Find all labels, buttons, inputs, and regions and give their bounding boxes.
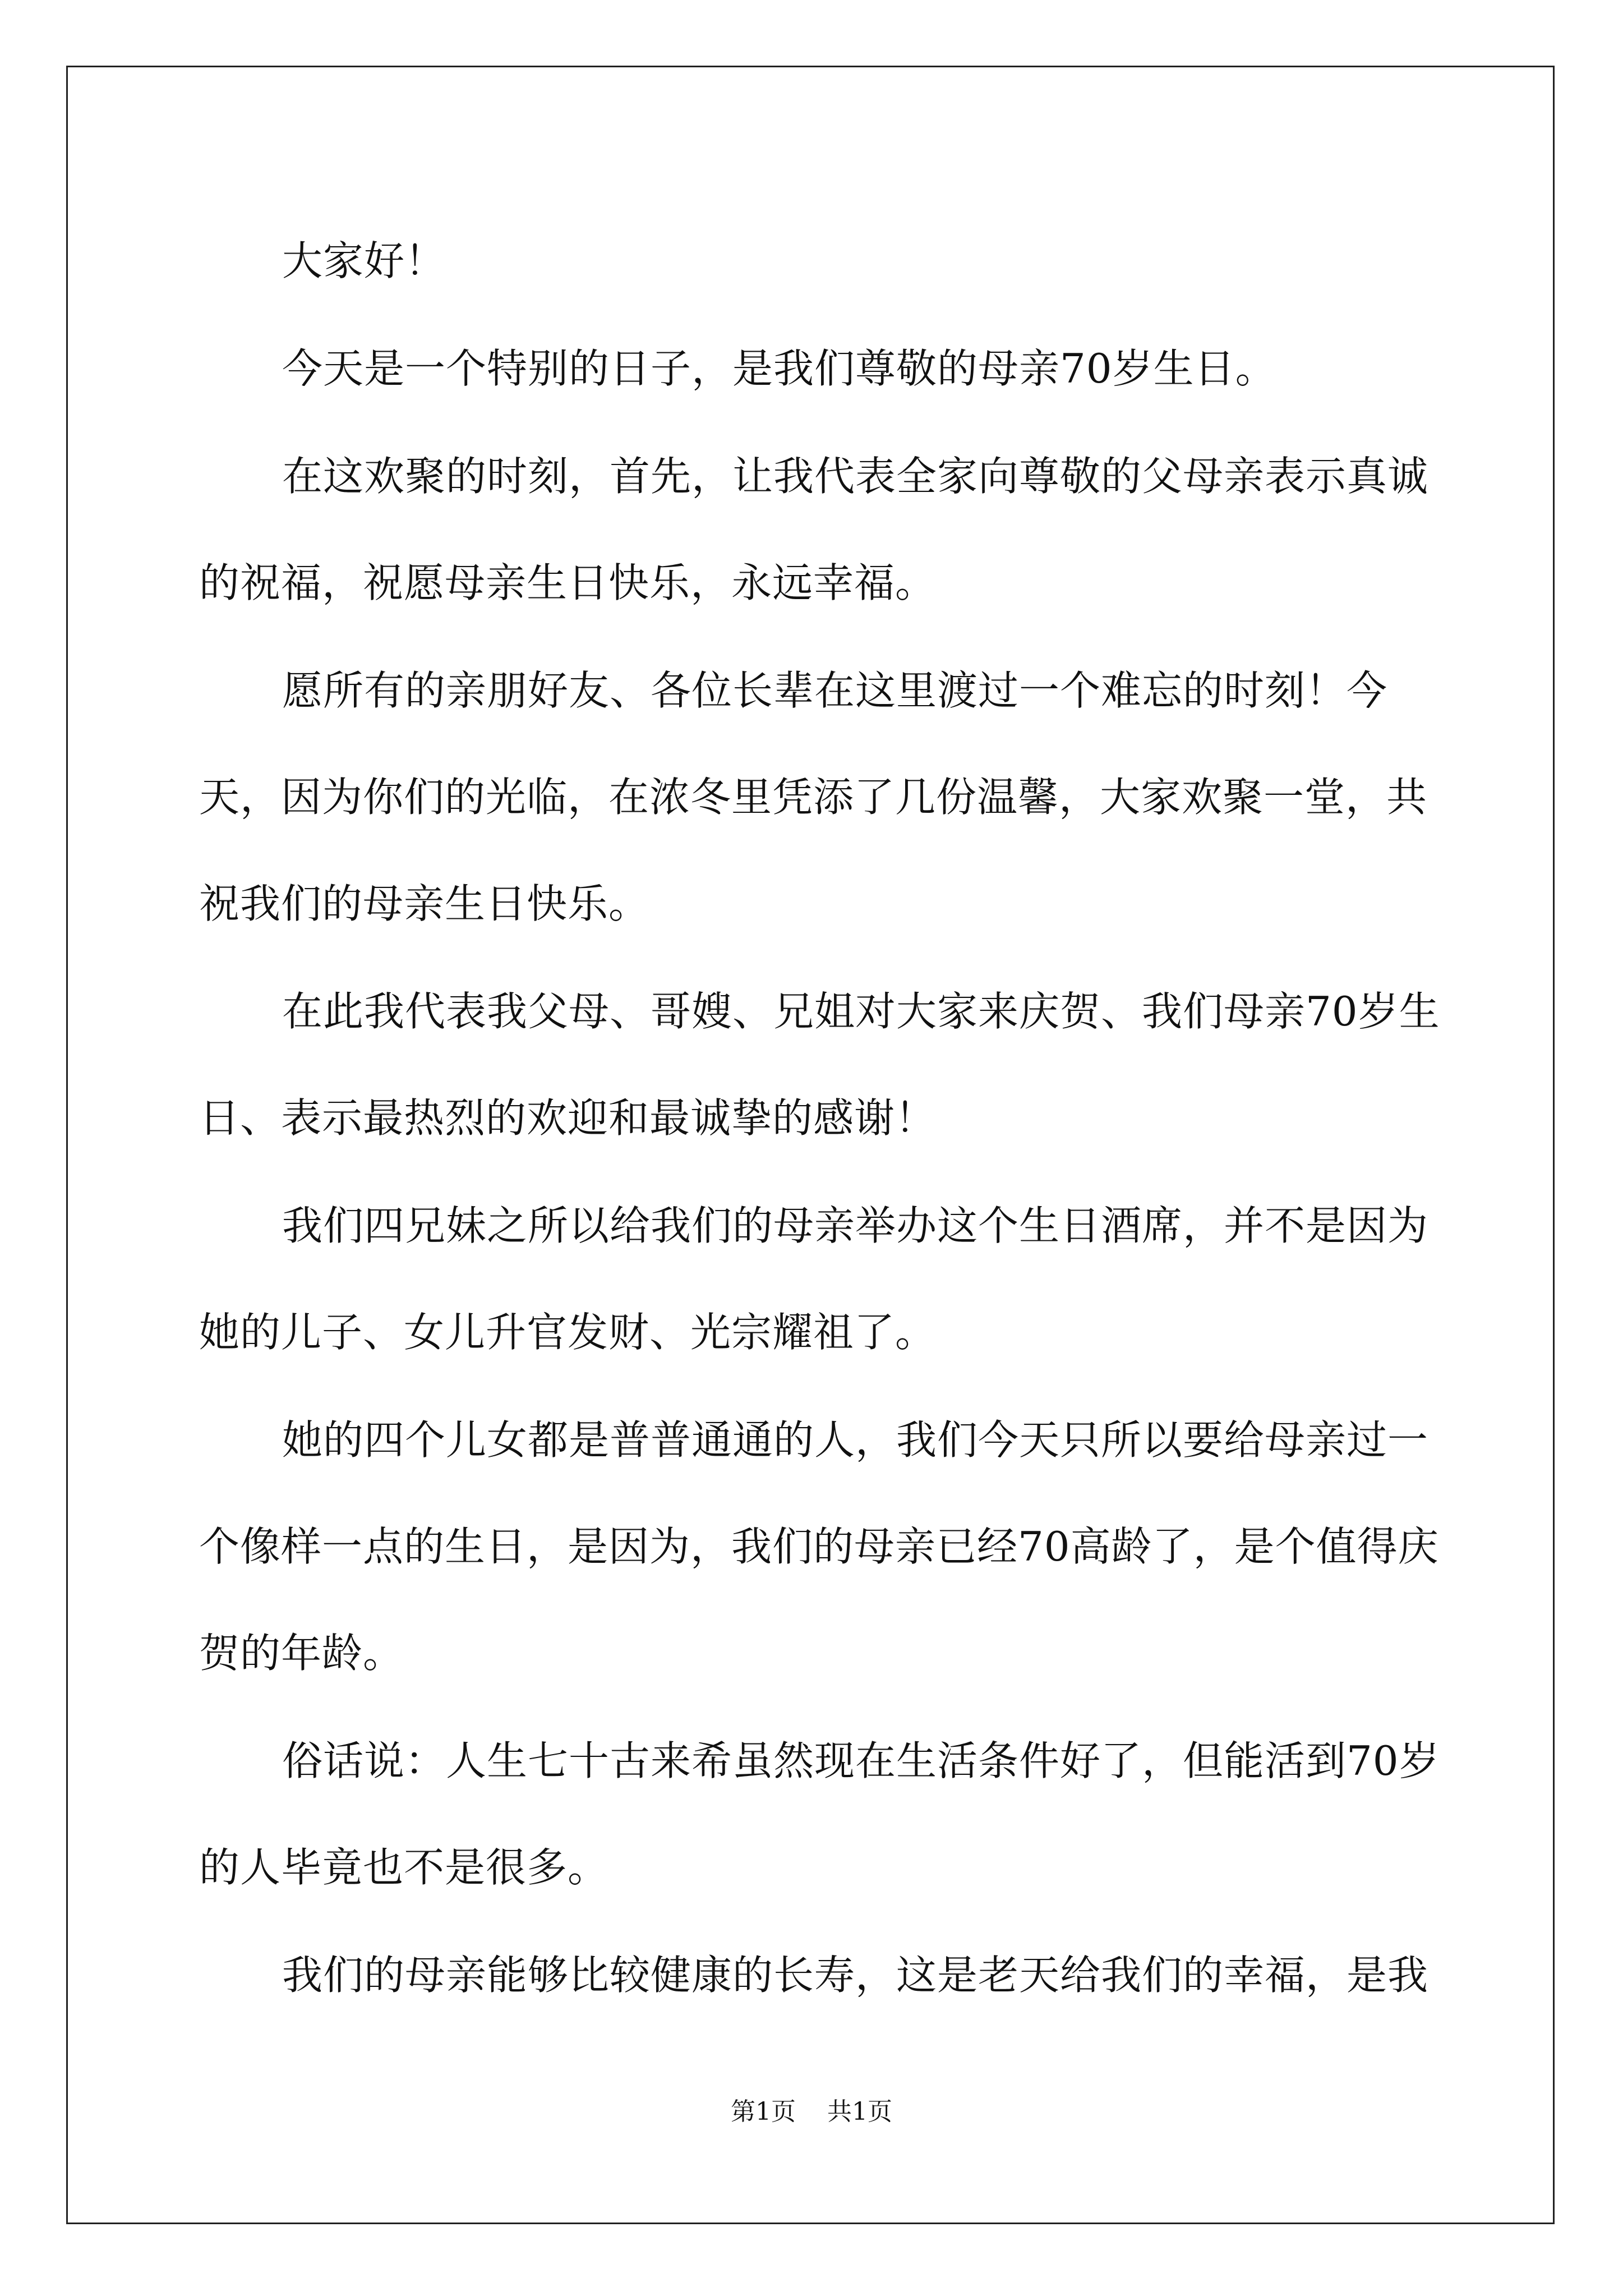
paragraph: 大家好！	[282, 237, 446, 284]
page-footer	[0, 2095, 1623, 2129]
page-count: 共1页	[827, 2097, 892, 2126]
paragraph: 在此我代表我父母、哥嫂、兄姐对大家来庆贺、我们母亲70岁生日、表示最热烈的欢迎和最诚挚的感谢！	[199, 988, 1440, 1142]
paragraph: 今天是一个特别的日子，是我们尊敬的母亲70岁生日。	[282, 345, 1276, 392]
document-body	[199, 208, 1450, 2028]
paragraph: 她的四个儿女都是普普通通的人，我们今天只所以要给母亲过一个像样一点的生日，是因为，我们的母亲已经70高龄了，是个值得庆贺的年龄。	[199, 1416, 1439, 1677]
paragraph: 俗话说：人生七十古来希虽然现在生活条件好了，但能活到70岁的人毕竟也不是很多。	[199, 1737, 1440, 1891]
paragraph: 我们四兄妹之所以给我们的母亲举办这个生日酒席，并不是因为她的儿子、女儿升官发财、光宗耀祖了。	[199, 1202, 1429, 1356]
page-number: 第1页	[731, 2097, 796, 2126]
paragraph: 愿所有的亲朋好友、各位长辈在这里渡过一个难忘的时刻！今天，因为你们的光临，在浓冬里凭添了几份温馨，大家欢聚一堂，共祝我们的母亲生日快乐。	[199, 667, 1428, 927]
paragraph: 在这欢聚的时刻，首先，让我代表全家向尊敬的父母亲表示真诚的祝福，祝愿母亲生日快乐，永远幸福。	[199, 453, 1429, 606]
paragraph: 我们的母亲能够比较健康的长寿，这是老天给我们的幸福，是我	[282, 1952, 1429, 1999]
